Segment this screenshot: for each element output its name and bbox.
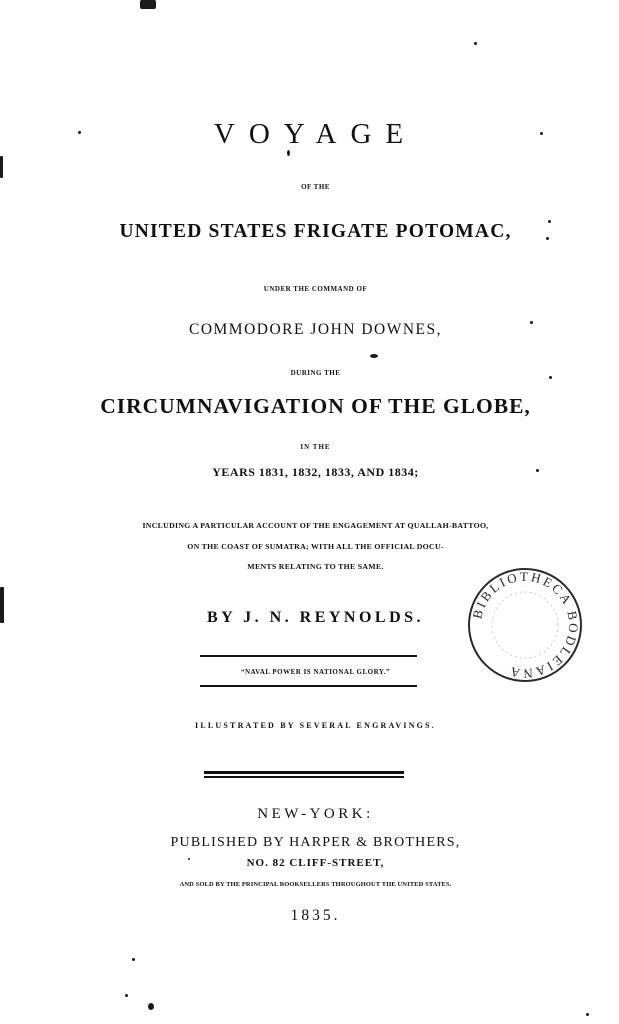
scan-speck xyxy=(140,0,156,9)
scan-speck xyxy=(188,858,190,860)
scan-speck xyxy=(287,150,290,156)
imprint-address: NO. 82 CLIFF-STREET, xyxy=(246,857,385,869)
main-title: VOYAGE xyxy=(213,118,418,150)
author-line: BY J. N. REYNOLDS. xyxy=(206,609,425,626)
including-line-3: MENTS RELATING TO THE SAME. xyxy=(247,562,384,571)
imprint-sold-by: AND SOLD BY THE PRINCIPAL BOOKSELLERS THROUGHOUT THE UNITED STATES. xyxy=(179,881,452,888)
of-the-line: OF THE xyxy=(301,183,330,191)
ship-name: UNITED STATES FRIGATE POTOMAC, xyxy=(119,221,512,242)
scan-speck xyxy=(132,958,135,961)
imprint-city: NEW-YORK: xyxy=(257,806,374,822)
including-line-1: INCLUDING A PARTICULAR ACCOUNT OF THE ENGAGEMENT AT QUALLAH-BATTOO, xyxy=(142,521,489,530)
voyage-kind: CIRCUMNAVIGATION OF THE GLOBE, xyxy=(100,394,531,418)
scan-speck xyxy=(125,994,128,997)
library-stamp-icon xyxy=(465,565,585,685)
imprint-year: 1835. xyxy=(290,907,341,924)
under-command-line: UNDER THE COMMAND OF xyxy=(263,285,368,293)
double-rule-thin xyxy=(204,776,404,778)
scan-speck xyxy=(0,156,3,178)
double-rule-thick xyxy=(204,771,404,774)
stamp-text: BIBLIOTHECA BODLEIANA xyxy=(469,568,582,682)
scan-speck xyxy=(548,220,551,223)
scan-speck xyxy=(370,354,378,358)
scan-speck xyxy=(549,376,552,379)
imprint-publisher: PUBLISHED BY HARPER & BROTHERS, xyxy=(170,835,461,850)
scan-speck xyxy=(474,42,477,45)
commander-name: COMMODORE JOHN DOWNES, xyxy=(188,321,443,338)
in-the-line: IN THE xyxy=(300,443,331,451)
scan-speck xyxy=(78,131,81,134)
scan-speck xyxy=(530,321,533,324)
scan-speck xyxy=(148,1003,154,1010)
motto: “NAVAL POWER IS NATIONAL GLORY.” xyxy=(240,668,391,676)
scan-speck xyxy=(546,237,549,240)
scan-speck xyxy=(536,469,539,472)
motto-rule-bottom xyxy=(200,685,417,687)
motto-rule-top xyxy=(200,655,417,657)
scan-speck xyxy=(586,1013,589,1016)
scan-speck xyxy=(0,587,4,623)
scan-speck xyxy=(540,132,543,135)
during-the-line: DURING THE xyxy=(290,369,341,377)
voyage-years: YEARS 1831, 1832, 1833, AND 1834; xyxy=(212,465,419,479)
illustrated-line: ILLUSTRATED BY SEVERAL ENGRAVINGS. xyxy=(195,721,436,730)
including-line-2: ON THE COAST OF SUMATRA; WITH ALL THE OFFICIAL DOCU- xyxy=(187,542,444,551)
